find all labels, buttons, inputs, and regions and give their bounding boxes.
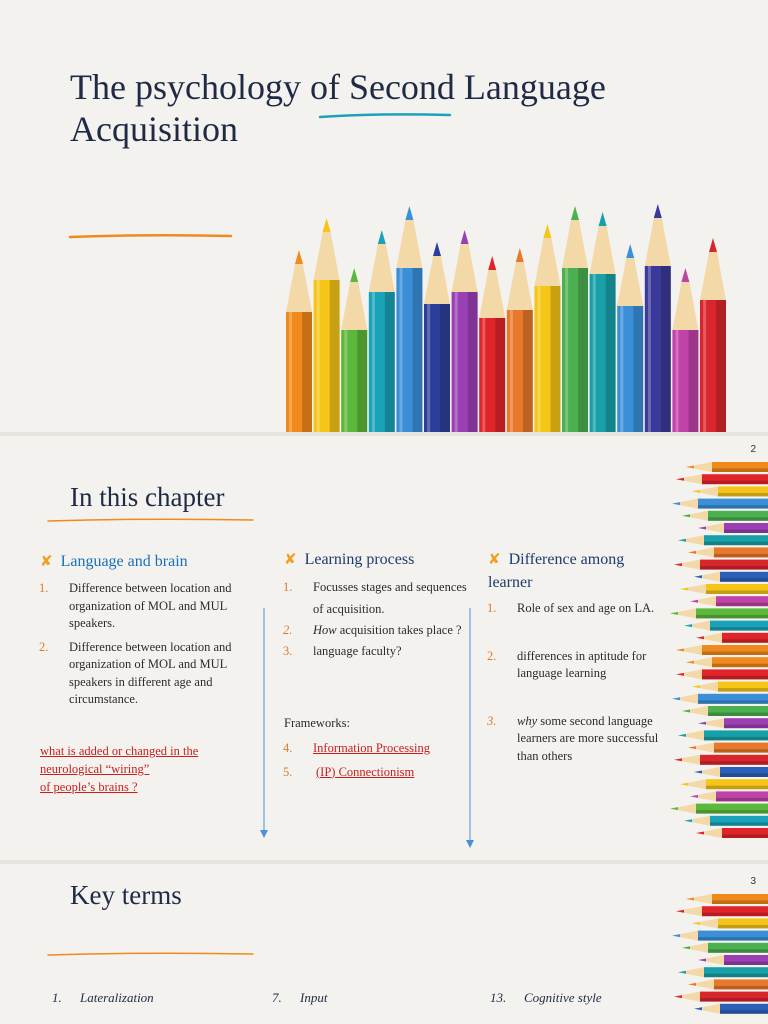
orange-accent-line: [68, 232, 234, 240]
pencil: [692, 682, 768, 692]
x-bullet-icon: ✘: [488, 550, 501, 568]
page-number: 3: [750, 876, 756, 887]
item-text: some second language learners are more successful than others: [517, 713, 659, 763]
pencil: [617, 244, 643, 432]
item-text: language faculty?: [313, 644, 402, 658]
pencil: [452, 230, 478, 432]
pencil-stack-decoration: [670, 894, 768, 1024]
page-number: 2: [750, 444, 756, 455]
item-emphasis: why: [517, 713, 538, 728]
pencil-stack-decoration: [670, 462, 768, 852]
list-item: [283, 622, 469, 639]
pencil: [684, 816, 768, 826]
x-bullet-icon: ✘: [40, 552, 53, 570]
list-item: [487, 713, 681, 766]
column-header-learner-differences: [488, 548, 668, 594]
pencil: [678, 535, 768, 545]
pencil: [672, 931, 768, 941]
list-item: [39, 580, 257, 633]
term-number: 1.: [52, 990, 62, 1005]
item-number: 2.: [283, 623, 293, 637]
pencil: [696, 828, 768, 838]
pencil: [678, 730, 768, 740]
pencil: [672, 268, 698, 432]
pencil: [694, 767, 768, 777]
pencil: [686, 462, 768, 472]
item-text: Role of sex and age on LA.: [517, 601, 655, 615]
title-underline-teal: [318, 112, 453, 120]
item-text: acquisition takes place ?: [336, 623, 462, 637]
pencil: [682, 511, 768, 521]
term-number: 13.: [490, 990, 507, 1005]
colored-pencils-image: [282, 200, 726, 432]
item-text: Difference between location and organization of MOL and MUL speakers in different age and circumstance.: [69, 639, 232, 706]
pencil: [590, 212, 616, 432]
pencil: [682, 943, 768, 953]
list-item: [39, 639, 257, 709]
language-brain-list: [39, 580, 257, 715]
pencil: [684, 621, 768, 631]
list-item: [283, 764, 469, 782]
pencil: [676, 474, 768, 484]
column-header-learning-process: [284, 548, 414, 571]
x-bullet-icon: ✘: [284, 550, 297, 568]
pencil: [696, 633, 768, 643]
term-text: Cognitive style: [524, 990, 602, 1005]
pencil: [694, 572, 768, 582]
key-terms-slide: [0, 864, 768, 1024]
item-number: 1.: [283, 580, 293, 594]
frameworks-label: Frameworks:: [284, 716, 350, 730]
list-item: [283, 740, 469, 758]
pencil: [674, 992, 768, 1002]
column-header-label: Learning process: [304, 551, 415, 568]
pencil: [700, 238, 726, 432]
pencil: [692, 486, 768, 496]
item-emphasis: How: [313, 623, 337, 637]
list-item: [283, 576, 469, 620]
pencil: [698, 955, 768, 965]
item-number: 5.: [283, 764, 293, 779]
item-number: 3.: [487, 713, 497, 728]
pencil: [690, 791, 768, 801]
pencil: [645, 204, 671, 432]
list-item: [487, 600, 681, 618]
pencil: [688, 743, 768, 753]
pencil: [341, 268, 367, 432]
pencil: [686, 894, 768, 904]
item-number: 4.: [283, 741, 293, 755]
term-text: Lateralization: [80, 990, 154, 1005]
pencil: [688, 547, 768, 557]
column-header-label: Language and brain: [60, 553, 188, 570]
title-slide: [0, 0, 768, 432]
pencil: [672, 499, 768, 509]
column-header-label: Difference among learner: [488, 551, 625, 591]
term-number: 7.: [272, 990, 282, 1005]
pencil: [479, 256, 505, 432]
pencil: [672, 694, 768, 704]
framework-link[interactable]: Information Processing: [313, 741, 430, 755]
pencil: [286, 250, 312, 432]
pencil: [670, 804, 768, 814]
pencil: [688, 979, 768, 989]
pencil: [680, 584, 768, 594]
pencil: [676, 669, 768, 679]
heading-underline: [46, 950, 256, 958]
pencil: [692, 918, 768, 928]
pencil: [678, 967, 768, 977]
learner-differences-list: [487, 600, 681, 771]
slide-title: The psychology of Second Language Acquisition: [70, 67, 606, 149]
pencil: [369, 230, 395, 432]
pencil: [674, 755, 768, 765]
pencil: [670, 608, 768, 618]
pencil: [694, 1004, 768, 1014]
down-arrow-2: [464, 606, 476, 852]
chapter-overview-slide: [0, 436, 768, 860]
pencil: [507, 248, 533, 432]
list-item: [283, 643, 469, 660]
brain-wiring-question[interactable]: [40, 742, 198, 796]
pencil: [698, 523, 768, 533]
pencil: [534, 224, 560, 432]
pencil: [424, 242, 450, 432]
item-number: 2.: [39, 639, 49, 654]
pencil: [396, 206, 422, 432]
heading-underline: [46, 516, 256, 524]
section-heading: Key terms: [70, 880, 182, 910]
pencil: [314, 218, 340, 432]
framework-link[interactable]: (IP) Connectionism: [316, 764, 415, 779]
item-number: 1.: [39, 581, 49, 595]
down-arrow-1: [258, 606, 270, 842]
question-line[interactable]: of people’s brains ?: [40, 780, 138, 794]
item-number: 1.: [487, 601, 497, 615]
pencil: [682, 706, 768, 716]
question-line[interactable]: neurological “wiring”: [40, 762, 150, 776]
frameworks-list: [283, 740, 469, 787]
section-heading: In this chapter: [70, 482, 225, 512]
item-text: differences in aptitude for language learning: [517, 648, 647, 680]
learning-process-list: [283, 576, 469, 666]
pencil: [676, 906, 768, 916]
list-item: [487, 648, 681, 683]
pencil: [680, 779, 768, 789]
pencil: [562, 206, 588, 432]
pencil: [674, 560, 768, 570]
question-line[interactable]: what is added or changed in the: [40, 744, 199, 758]
column-header-language-brain: [40, 550, 188, 573]
pencil: [676, 645, 768, 655]
term-text: Input: [300, 990, 328, 1005]
item-number: 3.: [283, 644, 293, 658]
item-text: Focusses stages and sequences of acquisition.: [313, 580, 467, 616]
item-text: Difference between location and organization of MOL and MUL speakers.: [69, 581, 232, 630]
pencil: [698, 718, 768, 728]
pencil: [686, 657, 768, 667]
item-number: 2.: [487, 648, 497, 663]
pencil: [690, 596, 768, 606]
